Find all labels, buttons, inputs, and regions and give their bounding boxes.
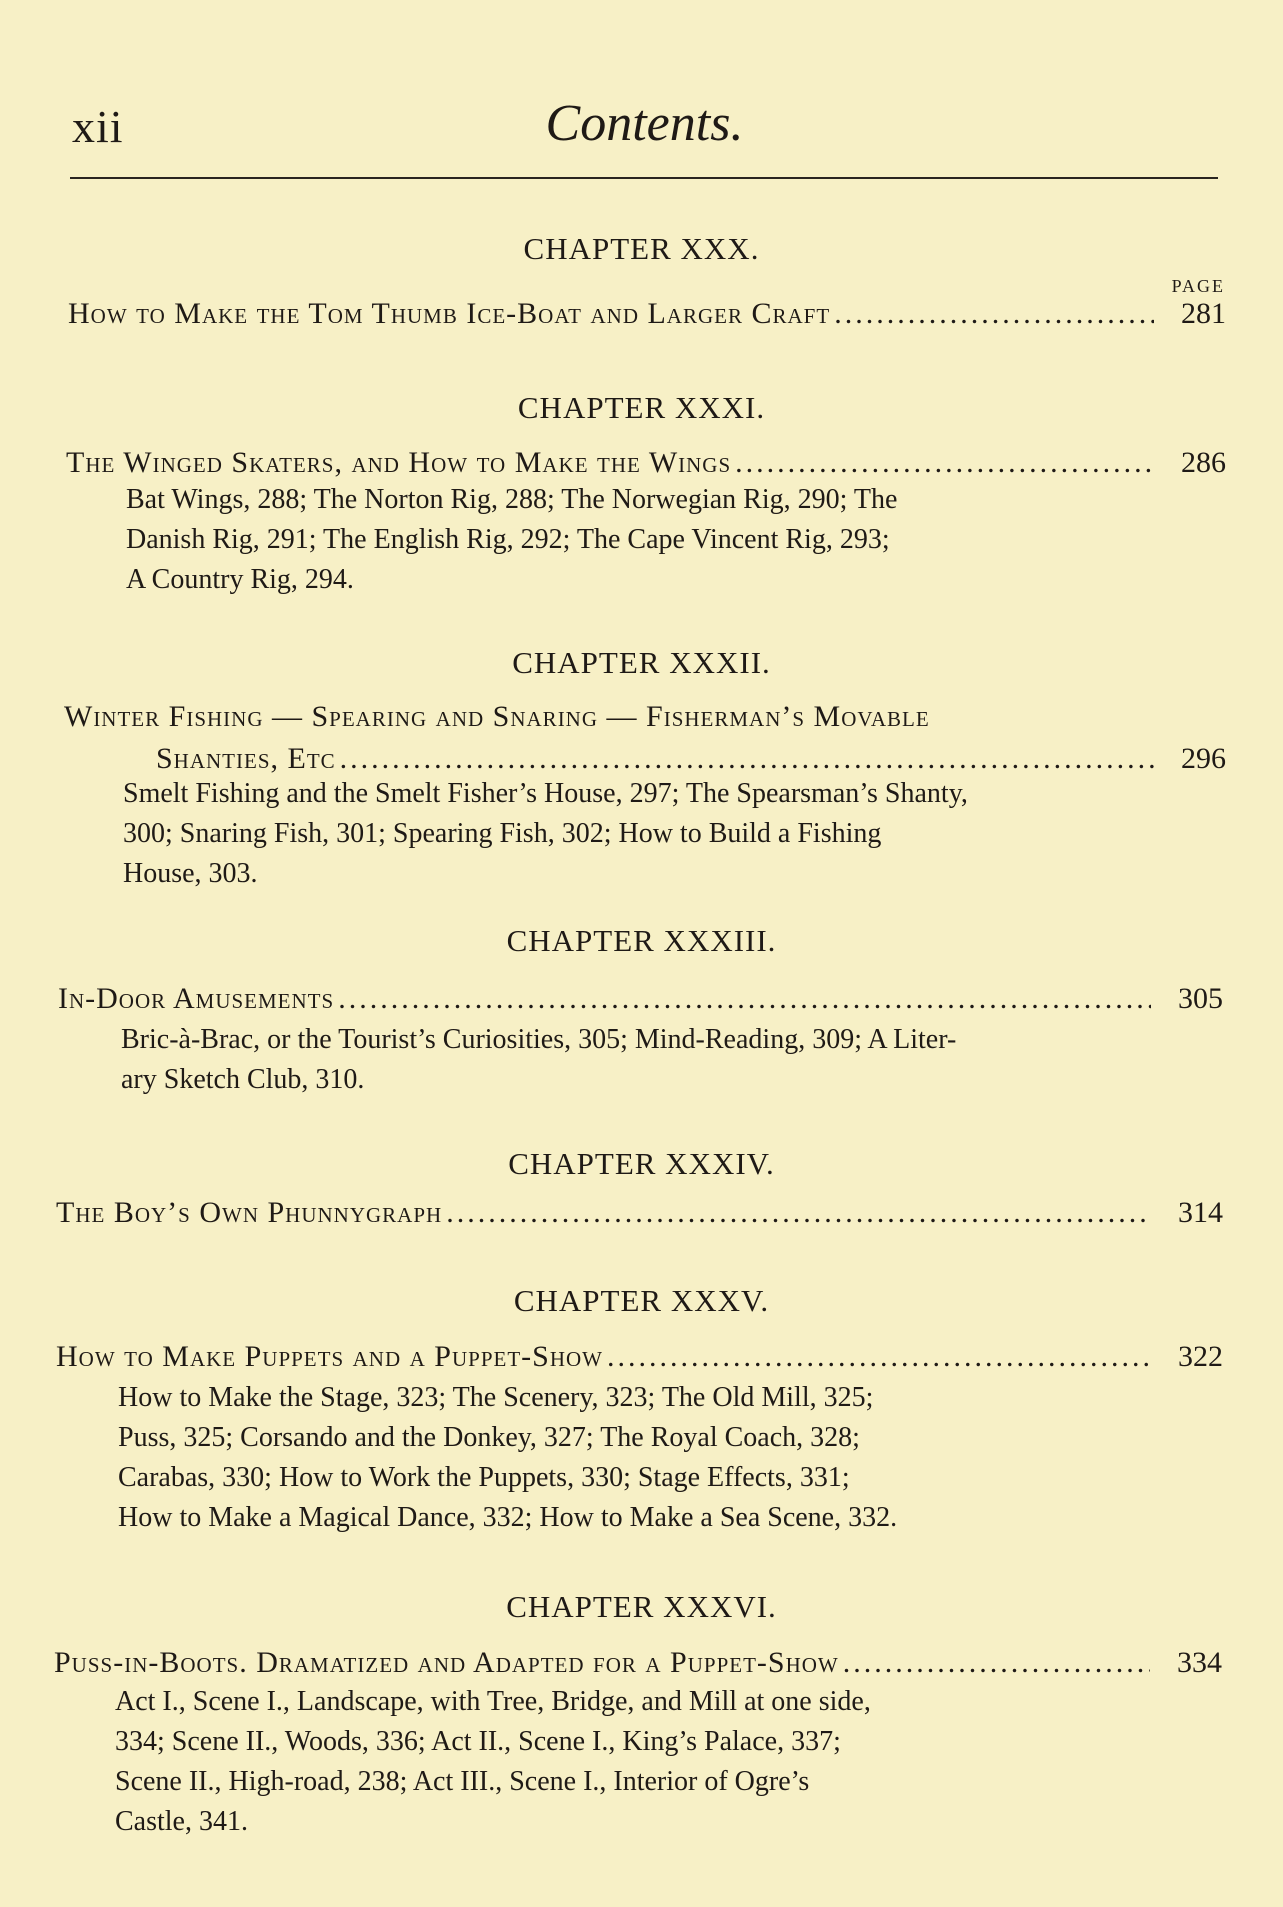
page-folio: xii [72,101,124,152]
toc-entry[interactable] [64,696,1226,780]
leader-dots [834,293,1154,335]
subentry-line: 334; Scene II., Woods, 336; Act II., Scene I., King’s Palace, 337; [115,1726,841,1757]
chapter-heading: CHAPTER XXX. [523,231,760,266]
entry-title: How to Make Puppets and a Puppet-Show [56,1340,603,1373]
leader-dots [607,1336,1151,1378]
entry-page-number: 281 [1181,297,1226,330]
chapter-heading: CHAPTER XXXII. [512,645,771,680]
subentry-line: Castle, 341. [115,1806,248,1837]
toc-entry[interactable] [66,442,1226,484]
entry-title: How to Make the Tom Thumb Ice-Boat and Larger Craft [68,297,831,330]
subentry-list [121,1020,1189,1100]
page-title: Contents. [545,95,744,152]
entry-title: Winter Fishing — Spearing and Snaring — Fisherman’s Movable [64,700,930,733]
entry-page-number: 305 [1178,982,1223,1015]
subentry-line: Bat Wings, 288; The Norton Rig, 288; The Norwegian Rig, 290; The [126,484,898,515]
subentry-line: Scene II., High-road, 238; Act III., Scene I., Interior of Ogre’s [115,1766,810,1797]
subentry-line: Puss, 325; Corsando and the Donkey, 327; The Royal Coach, 328; [118,1422,860,1453]
toc-entry[interactable] [68,293,1226,335]
subentry-line: ary Sketch Club, 310. [121,1064,365,1095]
page-column-label: PAGE [1171,276,1225,296]
chapter-heading: CHAPTER XXXVI. [506,1589,777,1624]
subentry-line: House, 303. [123,858,258,889]
entry-title: The Winged Skaters, and How to Make the Wings [66,446,732,479]
subentry-line: A Country Rig, 294. [126,564,354,595]
leader-dots [338,978,1151,1020]
entry-title: The Boy’s Own Phunnygraph [56,1196,443,1229]
chapter-heading: CHAPTER XXXIV. [508,1146,775,1181]
toc-entry[interactable] [54,1642,1222,1684]
subentry-line: Carabas, 330; How to Work the Puppets, 330; Stage Effects, 331; [118,1462,850,1493]
subentry-line: Danish Rig, 291; The English Rig, 292; The Cape Vincent Rig, 293; [126,524,890,555]
toc-entry[interactable] [56,1192,1223,1234]
chapter-heading: CHAPTER XXXIII. [506,923,777,958]
entry-title: Shanties, Etc [156,742,336,775]
subentry-line: Act I., Scene I., Landscape, with Tree, Bridge, and Mill at one side, [115,1686,871,1717]
subentry-line: How to Make the Stage, 323; The Scenery, 323; The Old Mill, 325; [118,1382,874,1413]
chapter-heading: CHAPTER XXXI. [517,390,766,425]
leader-dots [735,442,1154,484]
entry-title: In-Door Amusements [58,982,335,1015]
subentry-list [115,1682,1186,1842]
subentry-list [126,480,1186,600]
entry-title: Puss-in-Boots. Dramatized and Adapted for a Puppet-Show [54,1646,839,1679]
entry-page-number: 314 [1178,1196,1223,1229]
toc-entry[interactable] [58,978,1223,1020]
entry-page-number: 286 [1181,446,1226,479]
subentry-line: Bric-à-Brac, or the Tourist’s Curiosities, 305; Mind-Reading, 309; A Liter- [121,1024,957,1055]
subentry-line: How to Make a Magical Dance, 332; How to Make a Sea Scene, 332. [118,1502,898,1533]
entry-page-number: 296 [1181,742,1226,775]
entry-page-number: 322 [1178,1340,1223,1373]
chapter-heading: CHAPTER XXXV. [513,1283,770,1318]
subentry-line: Smelt Fishing and the Smelt Fisher’s House, 297; The Spearsman’s Shanty, [123,778,968,809]
subentry-list [118,1378,1188,1538]
leader-dots [843,1642,1150,1684]
subentry-list [123,774,1188,894]
subentry-line: 300; Snaring Fish, 301; Spearing Fish, 302; How to Build a Fishing [123,818,882,849]
leader-dots [446,1192,1151,1234]
toc-entry[interactable] [56,1336,1223,1378]
entry-page-number: 334 [1177,1646,1222,1679]
